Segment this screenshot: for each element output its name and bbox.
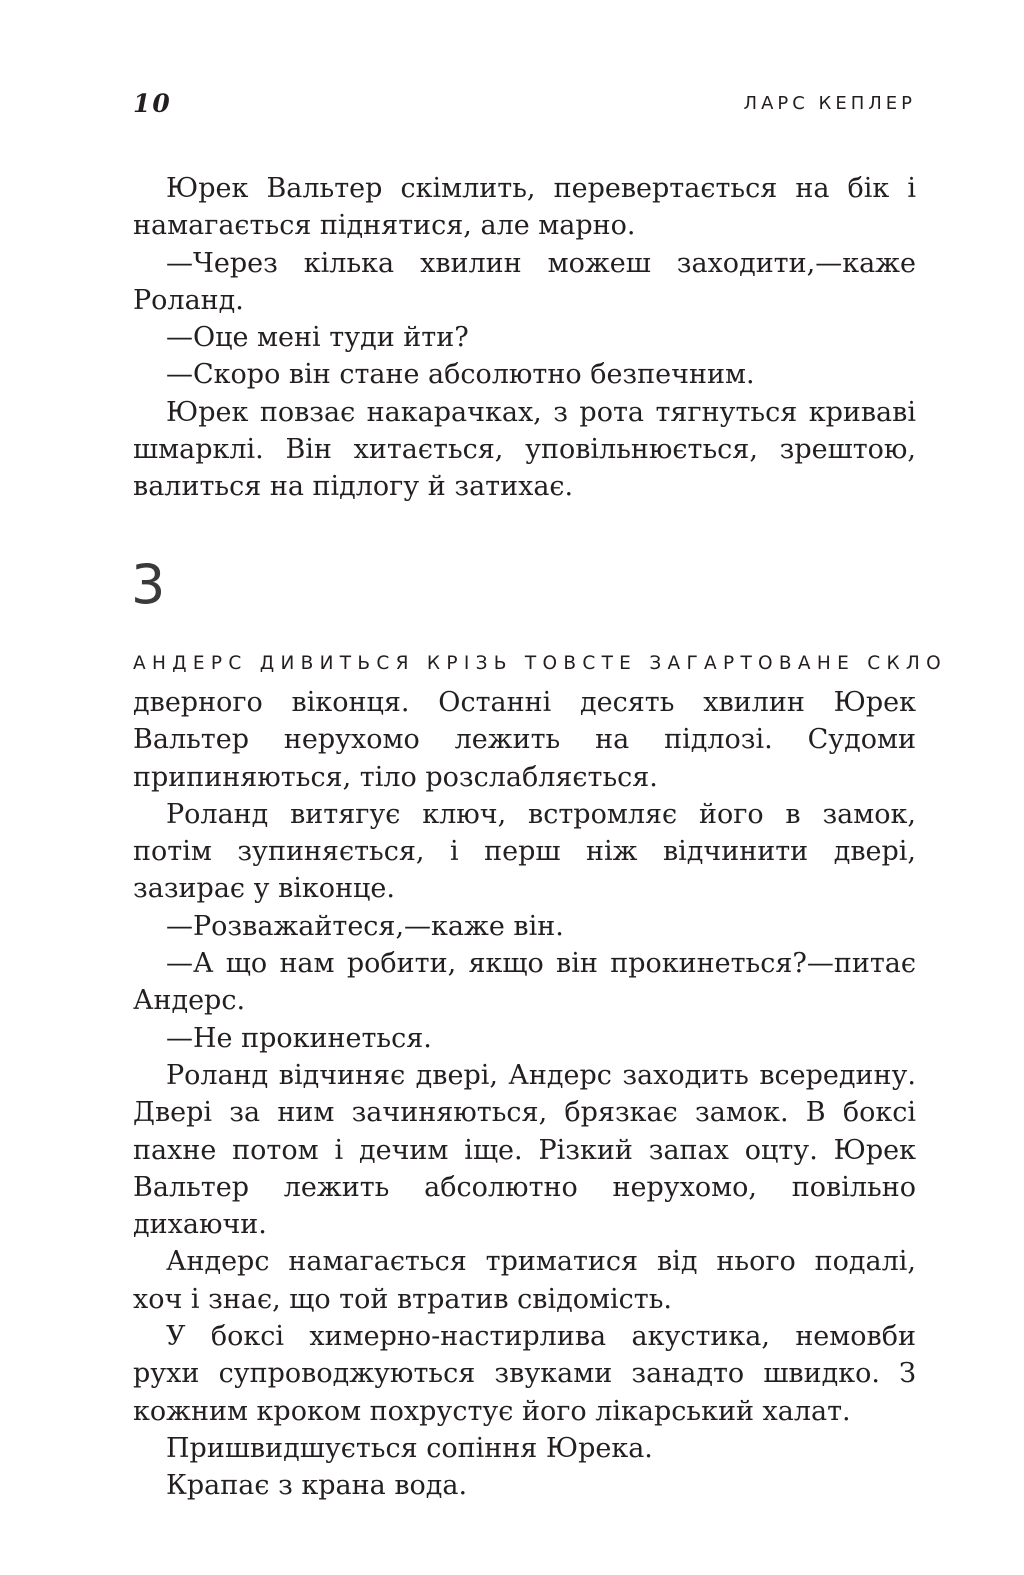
chapter-body bbox=[133, 644, 947, 1505]
page-number: 10 bbox=[133, 89, 172, 118]
previous-chapter-ending bbox=[133, 170, 916, 506]
paragraph: Крапає з крана вода. bbox=[166, 1470, 468, 1502]
opening-paragraph-text: дверного віконця. Останні десять хвилин Юрек Вальтер нерухомо лежить на підлозі. Судоми припиняються, тіло розслабляється. bbox=[133, 687, 916, 793]
running-head-author: ЛАРС КЕПЛЕР bbox=[743, 93, 916, 114]
dialogue-line: —Оце мені туди йти? bbox=[166, 322, 469, 354]
dialogue-line: —Скоро він стане абсолютно безпечним. bbox=[166, 359, 755, 391]
dialogue-line: —Не прокинеться. bbox=[166, 1022, 432, 1054]
paragraph: Андерс намагається триматися від нього подалі, хоч і знає, що той втратив свідомість. bbox=[133, 1246, 916, 1315]
paragraph: Роланд витягує ключ, встромляє його в замок, потім зупиняється, і перш ніж відчинити двері, зазирає у віконце. bbox=[133, 798, 916, 905]
paragraph: Юрек повзає накарачках, з рота тягнуться криваві шмарклі. Він хитається, уповільнюється, зрештою, валиться на підлогу й затихає. bbox=[133, 396, 916, 503]
paragraph: Роланд відчиняє двері, Андерс заходить всередину. Двері за ним зачиняються, брязкає замок. В боксі пахне потом і дечим іще. Різкий запах оцту. Юрек Вальтер лежить абсолютно нерухомо, повільно дихаючи. bbox=[133, 1059, 916, 1241]
paragraph: Пришвидшується сопіння Юрека. bbox=[166, 1432, 653, 1464]
dialogue-line: —А що нам робити, якщо він прокинеться?—питає Андерс. bbox=[133, 948, 916, 1017]
dialogue-line: —Розважайтеся,—каже він. bbox=[166, 910, 564, 942]
paragraph: У боксі химерно-настирлива акустика, немовби рухи супроводжуються звуками занадто швидко. З кожним кроком похрустує його лікарський халат. bbox=[133, 1321, 916, 1427]
opening-paragraph bbox=[133, 644, 947, 796]
paragraph: Юрек Вальтер скімлить, перевертається на бік і намагається піднятися, але марно. bbox=[133, 173, 916, 242]
opening-small-caps: АНДЕРС ДИВИТЬСЯ КРІЗЬ ТОВСТЕ ЗАГАРТОВАНЕ СКЛО bbox=[133, 653, 947, 674]
dialogue-line: —Через кілька хвилин можеш заходити,—каже Роланд. bbox=[133, 247, 916, 316]
chapter-number: 3 bbox=[131, 553, 166, 616]
